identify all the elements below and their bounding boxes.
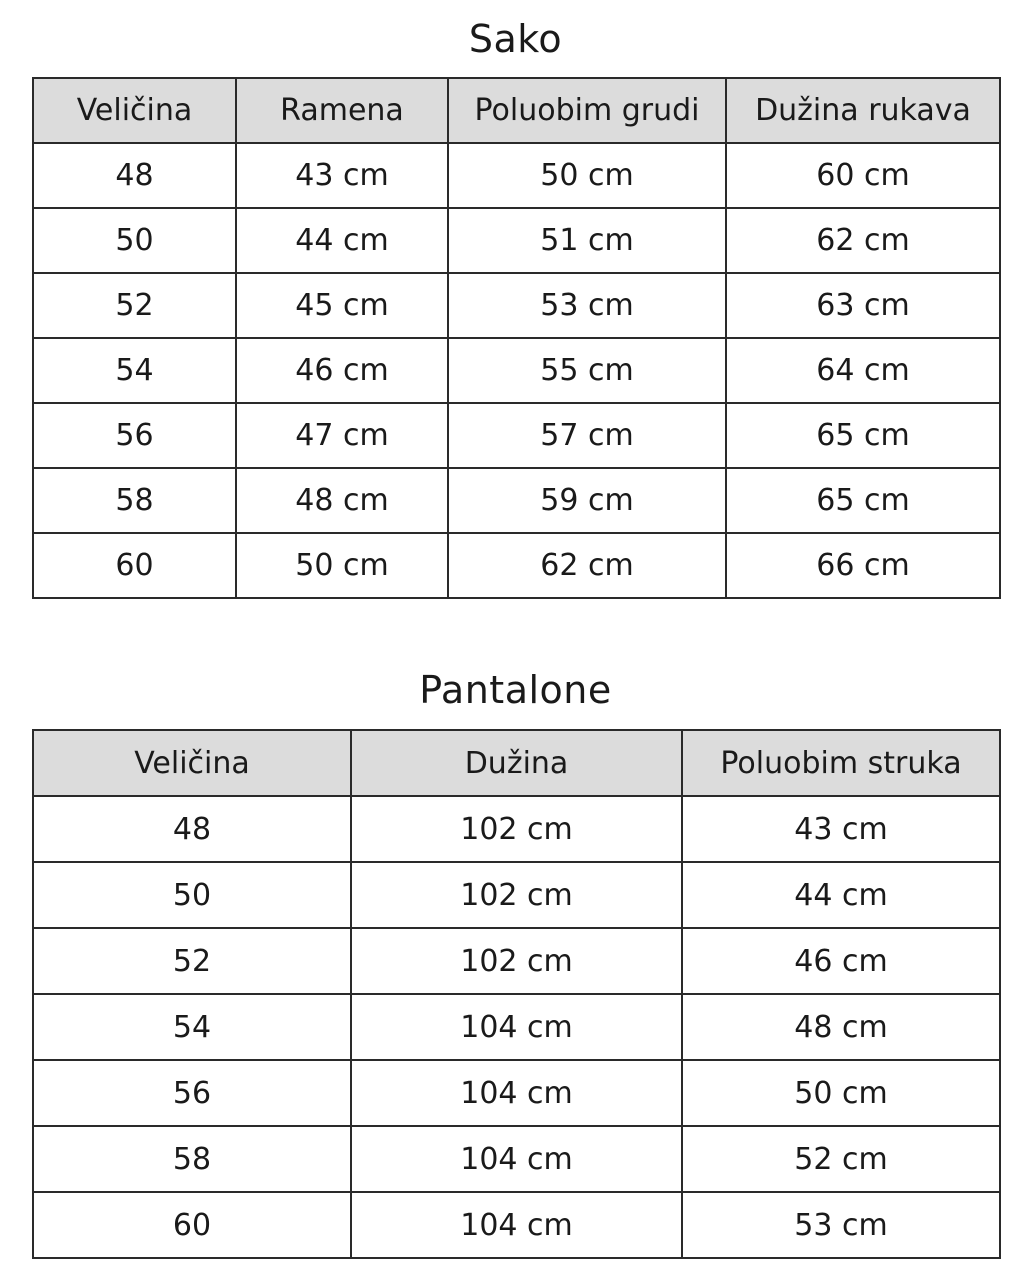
cell-duzina-rukava: 64 cm [726, 338, 1000, 403]
cell-poluobim-grudi: 62 cm [448, 533, 726, 598]
cell-duzina-rukava: 63 cm [726, 273, 1000, 338]
cell-poluobim-grudi: 53 cm [448, 273, 726, 338]
table-header-row [33, 78, 1000, 143]
table-row [33, 143, 1000, 208]
cell-size: 50 [33, 862, 351, 928]
cell-size: 56 [33, 403, 236, 468]
cell-size: 54 [33, 338, 236, 403]
cell-size: 58 [33, 468, 236, 533]
cell-duzina-rukava: 60 cm [726, 143, 1000, 208]
cell-size: 48 [33, 796, 351, 862]
cell-duzina: 104 cm [351, 1192, 682, 1258]
cell-duzina: 104 cm [351, 1060, 682, 1126]
pantalone-title: Pantalone [419, 668, 612, 712]
table-row [33, 403, 1000, 468]
cell-duzina-rukava: 65 cm [726, 468, 1000, 533]
cell-size: 50 [33, 208, 236, 273]
cell-poluobim-struka: 52 cm [682, 1126, 1000, 1192]
cell-duzina: 102 cm [351, 796, 682, 862]
cell-duzina: 104 cm [351, 1126, 682, 1192]
cell-size: 48 [33, 143, 236, 208]
table-header-row [33, 730, 1000, 796]
cell-duzina-rukava: 65 cm [726, 403, 1000, 468]
header-poluobim-struka: Poluobim struka [682, 730, 1000, 796]
cell-poluobim-struka: 43 cm [682, 796, 1000, 862]
table-row [33, 468, 1000, 533]
header-velicina: Veličina [33, 78, 236, 143]
cell-size: 56 [33, 1060, 351, 1126]
pantalone-size-table [32, 729, 1001, 1259]
cell-poluobim-grudi: 50 cm [448, 143, 726, 208]
table-row [33, 208, 1000, 273]
table-row [33, 533, 1000, 598]
cell-poluobim-struka: 46 cm [682, 928, 1000, 994]
table-row [33, 1060, 1000, 1126]
header-ramena: Ramena [236, 78, 448, 143]
cell-size: 52 [33, 273, 236, 338]
table-row [33, 338, 1000, 403]
cell-duzina: 104 cm [351, 994, 682, 1060]
cell-size: 60 [33, 533, 236, 598]
cell-poluobim-struka: 48 cm [682, 994, 1000, 1060]
cell-poluobim-grudi: 55 cm [448, 338, 726, 403]
cell-poluobim-struka: 50 cm [682, 1060, 1000, 1126]
cell-ramena: 48 cm [236, 468, 448, 533]
table-row [33, 796, 1000, 862]
cell-size: 60 [33, 1192, 351, 1258]
cell-poluobim-struka: 53 cm [682, 1192, 1000, 1258]
header-duzina: Dužina [351, 730, 682, 796]
sako-title: Sako [468, 17, 563, 61]
table-row [33, 862, 1000, 928]
cell-size: 52 [33, 928, 351, 994]
table-row [33, 994, 1000, 1060]
cell-ramena: 47 cm [236, 403, 448, 468]
cell-duzina: 102 cm [351, 862, 682, 928]
table-row [33, 273, 1000, 338]
header-velicina: Veličina [33, 730, 351, 796]
cell-duzina-rukava: 66 cm [726, 533, 1000, 598]
cell-duzina: 102 cm [351, 928, 682, 994]
cell-size: 58 [33, 1126, 351, 1192]
cell-ramena: 43 cm [236, 143, 448, 208]
table-row [33, 1126, 1000, 1192]
cell-poluobim-grudi: 51 cm [448, 208, 726, 273]
cell-poluobim-grudi: 57 cm [448, 403, 726, 468]
table-row [33, 1192, 1000, 1258]
cell-ramena: 45 cm [236, 273, 448, 338]
cell-duzina-rukava: 62 cm [726, 208, 1000, 273]
cell-poluobim-struka: 44 cm [682, 862, 1000, 928]
cell-poluobim-grudi: 59 cm [448, 468, 726, 533]
cell-ramena: 50 cm [236, 533, 448, 598]
table-row [33, 928, 1000, 994]
header-duzina-rukava: Dužina rukava [726, 78, 1000, 143]
header-poluobim-grudi: Poluobim grudi [448, 78, 726, 143]
cell-ramena: 46 cm [236, 338, 448, 403]
sako-size-table [32, 77, 1001, 599]
cell-size: 54 [33, 994, 351, 1060]
cell-ramena: 44 cm [236, 208, 448, 273]
